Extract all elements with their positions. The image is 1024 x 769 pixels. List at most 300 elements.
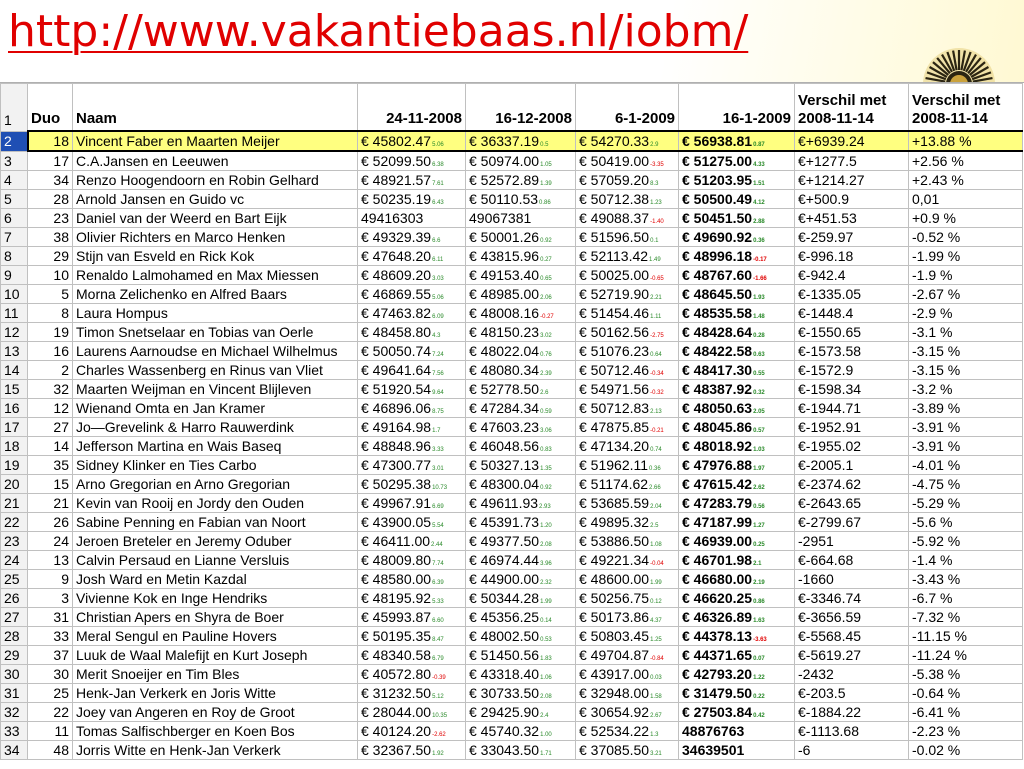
value-24-11-2008[interactable] [358, 475, 466, 494]
verschil-amount-cell[interactable]: €-1448.4 [795, 304, 909, 323]
value-6-1-2009[interactable] [576, 190, 679, 209]
verschil-percent-cell[interactable]: 0,01 [909, 190, 1023, 209]
value-6-1-2009[interactable] [576, 494, 679, 513]
naam-cell[interactable]: C.A.Jansen en Leeuwen [73, 151, 358, 171]
row-number[interactable]: 19 [1, 456, 28, 475]
row-number[interactable]: 27 [1, 608, 28, 627]
value-24-11-2008[interactable] [358, 494, 466, 513]
value-16-1-2009[interactable] [679, 589, 795, 608]
value-6-1-2009[interactable] [576, 171, 679, 190]
verschil-percent-cell[interactable]: -6.7 % [909, 589, 1023, 608]
row-number[interactable]: 33 [1, 722, 28, 741]
value-16-12-2008[interactable] [466, 741, 576, 760]
value-16-1-2009[interactable] [679, 285, 795, 304]
naam-cell[interactable]: Stijn van Esveld en Rick Kok [73, 247, 358, 266]
table-row[interactable] [1, 475, 1023, 494]
duo-cell[interactable]: 27 [28, 418, 73, 437]
duo-cell[interactable]: 35 [28, 456, 73, 475]
naam-cell[interactable]: Renaldo Lalmohamed en Max Miessen [73, 266, 358, 285]
value-16-1-2009[interactable] [679, 323, 795, 342]
verschil-percent-cell[interactable]: -5.29 % [909, 494, 1023, 513]
duo-cell[interactable]: 48 [28, 741, 73, 760]
value-24-11-2008[interactable] [358, 456, 466, 475]
duo-cell[interactable]: 9 [28, 570, 73, 589]
table-row[interactable] [1, 151, 1023, 171]
row-number[interactable]: 6 [1, 209, 28, 228]
verschil-percent-cell[interactable]: -3.2 % [909, 380, 1023, 399]
naam-cell[interactable]: Sabine Penning en Fabian van Noort [73, 513, 358, 532]
header-date-1[interactable]: 24-11-2008 [358, 84, 466, 132]
naam-cell[interactable]: Calvin Persaud en Lianne Versluis [73, 551, 358, 570]
duo-cell[interactable]: 16 [28, 342, 73, 361]
verschil-percent-cell[interactable]: -7.32 % [909, 608, 1023, 627]
duo-cell[interactable]: 13 [28, 551, 73, 570]
row-number[interactable]: 28 [1, 627, 28, 646]
value-24-11-2008[interactable] [358, 589, 466, 608]
naam-cell[interactable]: Daniel van der Weerd en Bart Eijk [73, 209, 358, 228]
value-16-12-2008[interactable] [466, 589, 576, 608]
duo-cell[interactable]: 25 [28, 684, 73, 703]
verschil-amount-cell[interactable]: -2951 [795, 532, 909, 551]
verschil-percent-cell[interactable]: -2.23 % [909, 722, 1023, 741]
value-16-12-2008[interactable] [466, 342, 576, 361]
row-number[interactable]: 20 [1, 475, 28, 494]
value-6-1-2009[interactable] [576, 456, 679, 475]
naam-cell[interactable]: Wienand Omta en Jan Kramer [73, 399, 358, 418]
value-16-12-2008[interactable] [466, 285, 576, 304]
naam-cell[interactable]: Luuk de Waal Malefijt en Kurt Joseph [73, 646, 358, 665]
verschil-amount-cell[interactable]: €-1335.05 [795, 285, 909, 304]
value-16-1-2009[interactable] [679, 228, 795, 247]
value-16-12-2008[interactable] [466, 570, 576, 589]
header-verschil-amount[interactable]: Verschil met 2008-11-14 [795, 84, 909, 132]
verschil-percent-cell[interactable]: -2.9 % [909, 304, 1023, 323]
table-row[interactable] [1, 266, 1023, 285]
value-16-12-2008[interactable] [466, 551, 576, 570]
value-16-12-2008[interactable] [466, 228, 576, 247]
naam-cell[interactable]: Maarten Weijman en Vincent Blijleven [73, 380, 358, 399]
value-6-1-2009[interactable] [576, 646, 679, 665]
value-16-1-2009[interactable] [679, 304, 795, 323]
duo-cell[interactable]: 14 [28, 437, 73, 456]
value-16-1-2009[interactable] [679, 646, 795, 665]
value-6-1-2009[interactable] [576, 589, 679, 608]
verschil-percent-cell[interactable]: +13.88 % [909, 131, 1023, 151]
value-16-12-2008[interactable] [466, 608, 576, 627]
table-row[interactable] [1, 131, 1023, 151]
verschil-amount-cell[interactable]: €-3346.74 [795, 589, 909, 608]
naam-cell[interactable]: Jorris Witte en Henk-Jan Verkerk [73, 741, 358, 760]
row-number[interactable]: 26 [1, 589, 28, 608]
verschil-percent-cell[interactable]: -3.1 % [909, 323, 1023, 342]
value-16-12-2008[interactable] [466, 627, 576, 646]
value-6-1-2009[interactable] [576, 513, 679, 532]
table-row[interactable] [1, 380, 1023, 399]
duo-cell[interactable]: 28 [28, 190, 73, 209]
value-16-12-2008[interactable] [466, 418, 576, 437]
verschil-amount-cell[interactable]: €-1598.34 [795, 380, 909, 399]
value-16-1-2009[interactable] [679, 494, 795, 513]
verschil-percent-cell[interactable]: -3.91 % [909, 418, 1023, 437]
row-number[interactable]: 1 [1, 84, 28, 132]
verschil-amount-cell[interactable]: €-2005.1 [795, 456, 909, 475]
value-24-11-2008[interactable] [358, 570, 466, 589]
value-6-1-2009[interactable] [576, 323, 679, 342]
value-16-1-2009[interactable] [679, 513, 795, 532]
verschil-percent-cell[interactable]: -4.01 % [909, 456, 1023, 475]
table-row[interactable] [1, 361, 1023, 380]
table-row[interactable] [1, 589, 1023, 608]
duo-cell[interactable]: 21 [28, 494, 73, 513]
verschil-amount-cell[interactable]: €-203.5 [795, 684, 909, 703]
naam-cell[interactable]: Sidney Klinker en Ties Carbo [73, 456, 358, 475]
value-24-11-2008[interactable] [358, 418, 466, 437]
row-number[interactable]: 3 [1, 151, 28, 171]
value-16-1-2009[interactable] [679, 209, 795, 228]
value-16-1-2009[interactable] [679, 684, 795, 703]
table-row[interactable] [1, 570, 1023, 589]
value-16-12-2008[interactable] [466, 494, 576, 513]
value-24-11-2008[interactable] [358, 285, 466, 304]
value-24-11-2008[interactable] [358, 266, 466, 285]
duo-cell[interactable]: 30 [28, 665, 73, 684]
verschil-amount-cell[interactable]: €-1955.02 [795, 437, 909, 456]
value-16-12-2008[interactable] [466, 703, 576, 722]
value-16-12-2008[interactable] [466, 266, 576, 285]
value-24-11-2008[interactable] [358, 437, 466, 456]
duo-cell[interactable]: 23 [28, 209, 73, 228]
value-24-11-2008[interactable] [358, 532, 466, 551]
verschil-amount-cell[interactable]: €-942.4 [795, 266, 909, 285]
value-24-11-2008[interactable] [358, 304, 466, 323]
verschil-percent-cell[interactable]: -5.38 % [909, 665, 1023, 684]
verschil-amount-cell[interactable]: €-664.68 [795, 551, 909, 570]
table-row[interactable] [1, 665, 1023, 684]
value-16-12-2008[interactable] [466, 247, 576, 266]
naam-cell[interactable]: Laura Hompus [73, 304, 358, 323]
row-number[interactable]: 8 [1, 247, 28, 266]
value-24-11-2008[interactable] [358, 131, 466, 151]
duo-cell[interactable]: 3 [28, 589, 73, 608]
table-row[interactable] [1, 209, 1023, 228]
page-title-link[interactable]: http://www.vakantiebaas.nl/iobm/ [8, 6, 749, 57]
duo-cell[interactable]: 18 [28, 131, 73, 151]
value-24-11-2008[interactable] [358, 741, 466, 760]
duo-cell[interactable]: 24 [28, 532, 73, 551]
duo-cell[interactable]: 22 [28, 703, 73, 722]
value-16-1-2009[interactable] [679, 437, 795, 456]
value-6-1-2009[interactable] [576, 722, 679, 741]
value-24-11-2008[interactable] [358, 627, 466, 646]
row-number[interactable]: 24 [1, 551, 28, 570]
value-6-1-2009[interactable] [576, 665, 679, 684]
value-24-11-2008[interactable] [358, 323, 466, 342]
naam-cell[interactable]: Christian Apers en Shyra de Boer [73, 608, 358, 627]
value-24-11-2008[interactable] [358, 342, 466, 361]
value-16-12-2008[interactable] [466, 151, 576, 171]
verschil-amount-cell[interactable]: €-2799.67 [795, 513, 909, 532]
verschil-percent-cell[interactable]: +2.43 % [909, 171, 1023, 190]
value-24-11-2008[interactable] [358, 380, 466, 399]
value-16-12-2008[interactable] [466, 131, 576, 151]
verschil-amount-cell[interactable]: €+500.9 [795, 190, 909, 209]
naam-cell[interactable]: Joey van Angeren en Roy de Groot [73, 703, 358, 722]
row-number[interactable]: 9 [1, 266, 28, 285]
naam-cell[interactable]: Tomas Salfischberger en Koen Bos [73, 722, 358, 741]
naam-cell[interactable]: Timon Snetselaar en Tobias van Oerle [73, 323, 358, 342]
row-number[interactable]: 22 [1, 513, 28, 532]
naam-cell[interactable]: Jeroen Breteler en Jeremy Oduber [73, 532, 358, 551]
naam-cell[interactable]: Arno Gregorian en Arno Gregorian [73, 475, 358, 494]
verschil-amount-cell[interactable]: -1660 [795, 570, 909, 589]
naam-cell[interactable]: Henk-Jan Verkerk en Joris Witte [73, 684, 358, 703]
row-number[interactable]: 10 [1, 285, 28, 304]
verschil-percent-cell[interactable]: -1.4 % [909, 551, 1023, 570]
value-24-11-2008[interactable] [358, 608, 466, 627]
duo-cell[interactable]: 38 [28, 228, 73, 247]
value-16-1-2009[interactable] [679, 741, 795, 760]
value-24-11-2008[interactable] [358, 551, 466, 570]
value-24-11-2008[interactable] [358, 171, 466, 190]
table-row[interactable] [1, 741, 1023, 760]
duo-cell[interactable]: 2 [28, 361, 73, 380]
row-number[interactable]: 4 [1, 171, 28, 190]
value-6-1-2009[interactable] [576, 228, 679, 247]
value-6-1-2009[interactable] [576, 399, 679, 418]
value-24-11-2008[interactable] [358, 399, 466, 418]
value-6-1-2009[interactable] [576, 684, 679, 703]
naam-cell[interactable]: Olivier Richters en Marco Henken [73, 228, 358, 247]
value-16-12-2008[interactable] [466, 190, 576, 209]
row-number[interactable]: 17 [1, 418, 28, 437]
row-number[interactable]: 31 [1, 684, 28, 703]
row-number[interactable]: 11 [1, 304, 28, 323]
value-16-1-2009[interactable] [679, 608, 795, 627]
naam-cell[interactable]: Morna Zelichenko en Alfred Baars [73, 285, 358, 304]
verschil-percent-cell[interactable]: -3.15 % [909, 361, 1023, 380]
verschil-amount-cell[interactable]: -2432 [795, 665, 909, 684]
row-number[interactable]: 34 [1, 741, 28, 760]
row-number[interactable]: 7 [1, 228, 28, 247]
value-16-12-2008[interactable] [466, 304, 576, 323]
value-16-1-2009[interactable] [679, 551, 795, 570]
table-row[interactable] [1, 551, 1023, 570]
value-6-1-2009[interactable] [576, 285, 679, 304]
row-number[interactable]: 25 [1, 570, 28, 589]
duo-cell[interactable]: 33 [28, 627, 73, 646]
value-16-1-2009[interactable] [679, 380, 795, 399]
verschil-percent-cell[interactable]: -1.99 % [909, 247, 1023, 266]
verschil-amount-cell[interactable]: €-1550.65 [795, 323, 909, 342]
duo-cell[interactable]: 11 [28, 722, 73, 741]
verschil-percent-cell[interactable]: -3.43 % [909, 570, 1023, 589]
value-16-1-2009[interactable] [679, 418, 795, 437]
duo-cell[interactable]: 34 [28, 171, 73, 190]
verschil-amount-cell[interactable]: €-1884.22 [795, 703, 909, 722]
value-6-1-2009[interactable] [576, 380, 679, 399]
verschil-percent-cell[interactable]: +0.9 % [909, 209, 1023, 228]
verschil-amount-cell[interactable]: €+1214.27 [795, 171, 909, 190]
value-16-12-2008[interactable] [466, 684, 576, 703]
verschil-percent-cell[interactable]: -0.64 % [909, 684, 1023, 703]
verschil-percent-cell[interactable]: -1.9 % [909, 266, 1023, 285]
verschil-amount-cell[interactable]: €+451.53 [795, 209, 909, 228]
row-number[interactable]: 16 [1, 399, 28, 418]
verschil-amount-cell[interactable]: €-1573.58 [795, 342, 909, 361]
value-16-12-2008[interactable] [466, 456, 576, 475]
duo-cell[interactable]: 19 [28, 323, 73, 342]
value-24-11-2008[interactable] [358, 722, 466, 741]
verschil-amount-cell[interactable]: €-996.18 [795, 247, 909, 266]
row-number[interactable]: 12 [1, 323, 28, 342]
table-row[interactable] [1, 247, 1023, 266]
table-row[interactable] [1, 190, 1023, 209]
value-24-11-2008[interactable] [358, 684, 466, 703]
table-row[interactable] [1, 171, 1023, 190]
value-6-1-2009[interactable] [576, 703, 679, 722]
value-16-1-2009[interactable] [679, 665, 795, 684]
verschil-percent-cell[interactable]: -5.92 % [909, 532, 1023, 551]
row-number[interactable]: 5 [1, 190, 28, 209]
naam-cell[interactable]: Josh Ward en Metin Kazdal [73, 570, 358, 589]
value-6-1-2009[interactable] [576, 304, 679, 323]
value-16-12-2008[interactable] [466, 171, 576, 190]
verschil-percent-cell[interactable]: -3.89 % [909, 399, 1023, 418]
value-6-1-2009[interactable] [576, 608, 679, 627]
header-date-2[interactable]: 16-12-2008 [466, 84, 576, 132]
value-16-1-2009[interactable] [679, 151, 795, 171]
table-row[interactable] [1, 627, 1023, 646]
duo-cell[interactable]: 26 [28, 513, 73, 532]
table-row[interactable] [1, 722, 1023, 741]
row-number[interactable]: 21 [1, 494, 28, 513]
value-16-12-2008[interactable] [466, 532, 576, 551]
duo-cell[interactable]: 32 [28, 380, 73, 399]
value-16-1-2009[interactable] [679, 190, 795, 209]
value-6-1-2009[interactable] [576, 532, 679, 551]
verschil-amount-cell[interactable]: €-5619.27 [795, 646, 909, 665]
naam-cell[interactable]: Charles Wassenberg en Rinus van Vliet [73, 361, 358, 380]
value-24-11-2008[interactable] [358, 703, 466, 722]
value-16-1-2009[interactable] [679, 361, 795, 380]
value-16-12-2008[interactable] [466, 323, 576, 342]
verschil-percent-cell[interactable]: -11.24 % [909, 646, 1023, 665]
duo-cell[interactable]: 8 [28, 304, 73, 323]
value-16-12-2008[interactable] [466, 380, 576, 399]
value-16-12-2008[interactable] [466, 209, 576, 228]
table-row[interactable] [1, 304, 1023, 323]
naam-cell[interactable]: Renzo Hoogendoorn en Robin Gelhard [73, 171, 358, 190]
value-6-1-2009[interactable] [576, 151, 679, 171]
value-24-11-2008[interactable] [358, 513, 466, 532]
verschil-amount-cell[interactable]: -6 [795, 741, 909, 760]
value-16-12-2008[interactable] [466, 437, 576, 456]
value-16-12-2008[interactable] [466, 399, 576, 418]
value-6-1-2009[interactable] [576, 131, 679, 151]
value-16-1-2009[interactable] [679, 342, 795, 361]
verschil-percent-cell[interactable]: -4.75 % [909, 475, 1023, 494]
verschil-amount-cell[interactable]: €+1277.5 [795, 151, 909, 171]
verschil-amount-cell[interactable]: €-3656.59 [795, 608, 909, 627]
table-row[interactable] [1, 228, 1023, 247]
value-6-1-2009[interactable] [576, 342, 679, 361]
value-24-11-2008[interactable] [358, 151, 466, 171]
value-6-1-2009[interactable] [576, 247, 679, 266]
header-verschil-percent[interactable]: Verschil met 2008-11-14 [909, 84, 1023, 132]
table-row[interactable] [1, 342, 1023, 361]
row-number[interactable]: 18 [1, 437, 28, 456]
table-row[interactable] [1, 532, 1023, 551]
table-row[interactable] [1, 437, 1023, 456]
value-16-12-2008[interactable] [466, 361, 576, 380]
value-6-1-2009[interactable] [576, 266, 679, 285]
value-16-12-2008[interactable] [466, 475, 576, 494]
value-16-1-2009[interactable] [679, 703, 795, 722]
duo-cell[interactable]: 31 [28, 608, 73, 627]
value-6-1-2009[interactable] [576, 570, 679, 589]
value-16-12-2008[interactable] [466, 646, 576, 665]
value-16-1-2009[interactable] [679, 627, 795, 646]
value-6-1-2009[interactable] [576, 418, 679, 437]
value-24-11-2008[interactable] [358, 361, 466, 380]
value-16-1-2009[interactable] [679, 266, 795, 285]
table-row[interactable] [1, 684, 1023, 703]
value-6-1-2009[interactable] [576, 551, 679, 570]
table-row[interactable] [1, 703, 1023, 722]
row-number[interactable]: 14 [1, 361, 28, 380]
header-duo[interactable]: Duo [28, 84, 73, 132]
verschil-amount-cell[interactable]: €-2374.62 [795, 475, 909, 494]
naam-cell[interactable]: Jo—Grevelink & Harro Rauwerdink [73, 418, 358, 437]
row-number[interactable]: 15 [1, 380, 28, 399]
value-16-1-2009[interactable] [679, 570, 795, 589]
duo-cell[interactable]: 29 [28, 247, 73, 266]
table-row[interactable] [1, 608, 1023, 627]
row-number[interactable]: 30 [1, 665, 28, 684]
value-16-1-2009[interactable] [679, 171, 795, 190]
value-6-1-2009[interactable] [576, 437, 679, 456]
verschil-percent-cell[interactable]: -2.67 % [909, 285, 1023, 304]
verschil-amount-cell[interactable]: €-1113.68 [795, 722, 909, 741]
value-24-11-2008[interactable] [358, 665, 466, 684]
verschil-amount-cell[interactable]: €-259.97 [795, 228, 909, 247]
value-24-11-2008[interactable] [358, 228, 466, 247]
header-naam[interactable]: Naam [73, 84, 358, 132]
value-16-12-2008[interactable] [466, 513, 576, 532]
table-row[interactable] [1, 418, 1023, 437]
value-16-1-2009[interactable] [679, 131, 795, 151]
table-row[interactable] [1, 456, 1023, 475]
verschil-amount-cell[interactable]: €-1952.91 [795, 418, 909, 437]
verschil-percent-cell[interactable]: +2.56 % [909, 151, 1023, 171]
table-row[interactable] [1, 323, 1023, 342]
table-row[interactable] [1, 513, 1023, 532]
value-24-11-2008[interactable] [358, 209, 466, 228]
verschil-amount-cell[interactable]: €-1572.9 [795, 361, 909, 380]
naam-cell[interactable]: Laurens Aarnoudse en Michael Wilhelmus [73, 342, 358, 361]
verschil-percent-cell[interactable]: -5.6 % [909, 513, 1023, 532]
value-16-1-2009[interactable] [679, 475, 795, 494]
value-16-1-2009[interactable] [679, 247, 795, 266]
duo-cell[interactable]: 10 [28, 266, 73, 285]
row-number[interactable]: 29 [1, 646, 28, 665]
verschil-amount-cell[interactable]: €-1944.71 [795, 399, 909, 418]
value-16-1-2009[interactable] [679, 399, 795, 418]
value-6-1-2009[interactable] [576, 209, 679, 228]
duo-cell[interactable]: 12 [28, 399, 73, 418]
verschil-percent-cell[interactable]: -6.41 % [909, 703, 1023, 722]
value-6-1-2009[interactable] [576, 475, 679, 494]
